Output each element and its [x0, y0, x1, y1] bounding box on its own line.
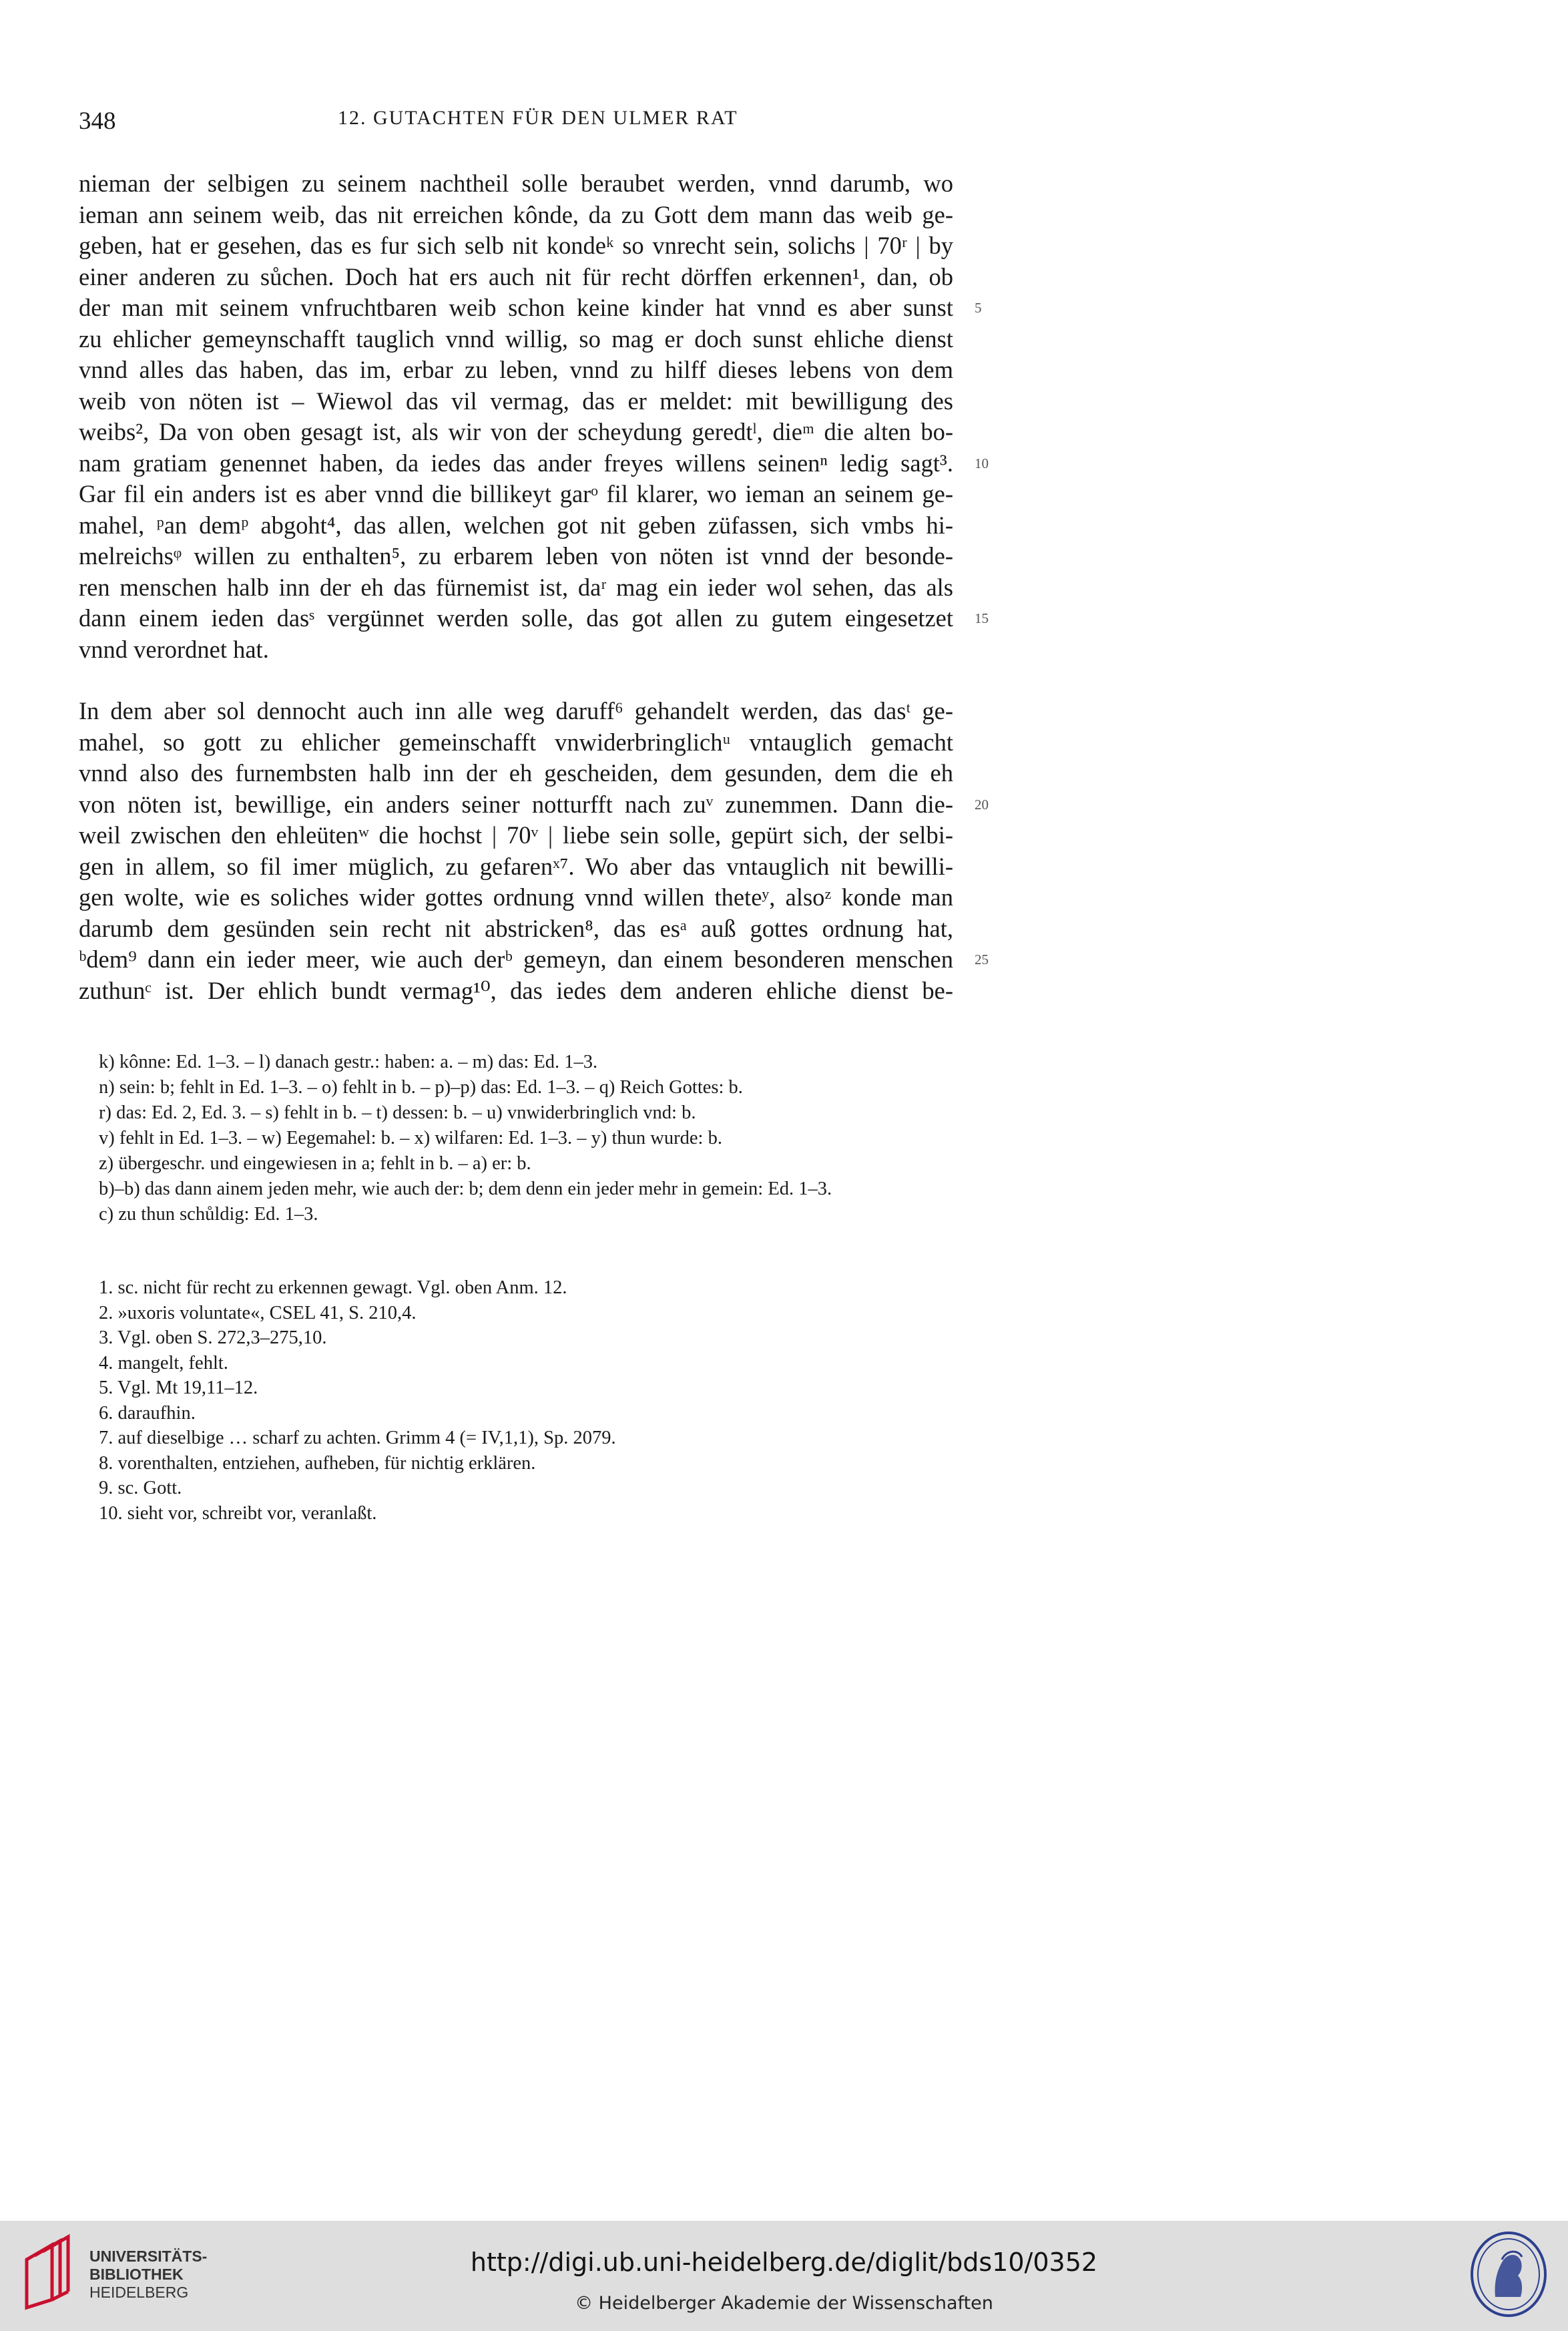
text-line-content: ren menschen halb inn der eh das fürnemist ist, daʳ mag ein ieder wol sehen, das als	[79, 573, 953, 601]
text-line-content: zuthunᶜ ist. Der ehlich bundt vermag¹⁰, das iedes dem anderen ehliche dienst be-	[79, 976, 953, 1004]
text-line	[79, 603, 989, 634]
text-line-content: mahel, ᵖan demᵖ abgoht⁴, das allen, welchen got nit geben züfassen, sich vmbs hi-	[79, 511, 953, 539]
line-number: 20	[975, 796, 989, 813]
footnote-entry: 6. daraufhin.	[99, 1402, 196, 1424]
text-line-content: Gar fil ein anders ist es aber vnnd die billikeyt garᵒ fil klarer, wo ieman an seinem ge-	[79, 480, 953, 507]
footnote-entry: 9. sc. Gott.	[99, 1478, 182, 1498]
text-line-content: vnnd alles das haben, das im, erbar zu leben, vnnd zu hilff dieses lebens von dem	[79, 356, 953, 383]
text-line	[79, 541, 953, 572]
text-line	[79, 789, 989, 821]
text-line-content: weib von nöten ist – Wiewol das vil vermag, das er meldet: mit bewilligung des	[79, 387, 953, 415]
text-line	[79, 882, 953, 913]
footnote-entry: 5. Vgl. Mt 19,11–12.	[99, 1378, 258, 1398]
text-line-content: dann einem ieden dasˢ vergünnet werden solle, das got allen zu gutem eingesetzet	[79, 604, 953, 632]
text-line-content: vnnd verordnet hat.	[79, 635, 269, 663]
apparatus-entry: b)–b) das dann ainem jeden mehr, wie auch der: b; dem denn ein jeder mehr in gemein: Ed. 1–3.	[99, 1179, 832, 1199]
footnote-entry: 1. sc. nicht für recht zu erkennen gewagt. Vgl. oben Anm. 12.	[99, 1277, 567, 1298]
footnote-entry: 2. »uxoris voluntate«, CSEL 41, S. 210,4.	[99, 1302, 417, 1323]
line-number: 10	[975, 455, 989, 471]
text-line	[79, 448, 989, 479]
text-line	[79, 168, 953, 200]
main-text	[79, 168, 989, 1006]
text-line-content: weil zwischen den ehleütenʷ die hochst | 70ᵛ | liebe sein solle, gepürt sich, der selbi-	[79, 821, 953, 849]
text-line	[79, 262, 953, 293]
page-header	[79, 107, 953, 140]
academy-seal-icon	[1469, 2230, 1549, 2318]
text-line-content: gen wolte, wie es soliches wider gottes ordnung vnnd willen theteʸ, alsoᶻ konde man	[79, 883, 953, 911]
critical-apparatus	[99, 1050, 967, 1227]
apparatus-entry: n) sein: b; fehlt in Ed. 1–3. – o) fehlt in b. – p)–p) das: Ed. 1–3. – q) Reich Gottes: b.	[99, 1077, 743, 1098]
text-line	[79, 820, 953, 851]
text-line	[79, 944, 989, 976]
text-line	[79, 200, 953, 231]
copyright-notice: © Heidelberger Akademie der Wissenschaften	[575, 2293, 993, 2314]
apparatus-entry: k) kônne: Ed. 1–3. – l) danach gestr.: haben: a. – m) das: Ed. 1–3.	[99, 1052, 598, 1072]
text-line-content: nieman der selbigen zu seinem nachtheil solle beraubet werden, vnnd darumb, wo	[79, 170, 953, 197]
text-line	[79, 292, 982, 324]
line-number: 15	[975, 610, 989, 626]
library-city: HEIDELBERG	[89, 2284, 189, 2301]
text-line-content: zu ehlicher gemeynschafft tauglich vnnd willig, so mag er doch sunst ehliche dienst	[79, 325, 953, 353]
text-line	[79, 386, 953, 417]
text-line-content: melreichsᵠ willen zu enthalten⁵, zu erbarem leben von nöten ist vnnd der besonde-	[79, 542, 953, 570]
text-line	[79, 634, 953, 666]
text-line	[79, 913, 953, 945]
text-line-content: vnnd also des furnembsten halb inn der eh gescheiden, dem gesunden, dem die eh	[79, 759, 953, 787]
apparatus-entry: c) zu thun schůldig: Ed. 1–3.	[99, 1204, 318, 1225]
text-line	[79, 758, 953, 789]
source-url-link[interactable]: http://digi.ub.uni-heidelberg.de/diglit/bds10/0352	[470, 2248, 1098, 2277]
library-name-line: UNIVERSITÄTS-	[89, 2248, 208, 2265]
library-name-line: BIBLIOTHEK	[89, 2266, 184, 2283]
text-line	[79, 572, 953, 604]
text-line	[79, 479, 953, 510]
text-line	[79, 324, 953, 355]
text-line-content: der man mit seinem vnfruchtbaren weib schon keine kinder hat vnnd es aber sunst	[79, 294, 953, 321]
line-number: 5	[975, 300, 982, 316]
text-line	[79, 230, 953, 262]
text-line	[79, 851, 953, 883]
paragraph-gap	[79, 665, 953, 696]
footnote-entry: 8. vorenthalten, entziehen, aufheben, für nichtig erklären.	[99, 1452, 536, 1474]
text-line	[79, 417, 953, 448]
text-line-content: darumb dem gesünden sein recht nit abstricken⁸, das esᵃ auß gottes ordnung hat,	[79, 914, 953, 942]
text-line-content: gen in allem, so fil imer müglich, zu gefarenˣ⁷. Wo aber das vntauglich nit bewilli-	[79, 852, 953, 880]
text-line	[79, 696, 953, 727]
footer-band	[0, 2221, 1568, 2331]
text-line	[79, 355, 953, 386]
text-line-content: ieman ann seinem weib, das nit erreichen kônde, da zu Gott dem mann das weib ge-	[79, 200, 953, 228]
apparatus-entry: v) fehlt in Ed. 1–3. – w) Eegemahel: b. – x) wilfaren: Ed. 1–3. – y) thun wurde: b.	[99, 1128, 722, 1148]
footnote-entry: 3. Vgl. oben S. 272,3–275,10.	[99, 1327, 327, 1348]
text-line-content: weibs², Da von oben gesagt ist, als wir von der scheydung geredtˡ, dieᵐ die alten bo-	[79, 418, 953, 445]
text-line	[79, 510, 953, 542]
text-line	[79, 727, 953, 759]
text-line-content: In dem aber sol dennocht auch inn alle weg daruff⁶ gehandelt werden, das dasᵗ ge-	[79, 697, 953, 724]
footnotes	[99, 1275, 967, 1526]
footnote-entry: 7. auf dieselbige … scharf zu achten. Grimm 4 (= IV,1,1), Sp. 2079.	[99, 1428, 616, 1448]
page-number: 348	[79, 108, 116, 135]
footnote-entry: 10. sieht vor, schreibt vor, veranlaßt.	[99, 1502, 377, 1524]
text-line-content: nam gratiam genennet haben, da iedes das ander freyes willens seinenⁿ ledig sagt³.	[79, 449, 953, 477]
apparatus-entry: r) das: Ed. 2, Ed. 3. – s) fehlt in b. – t) dessen: b. – u) vnwiderbringlich vnd: b.	[99, 1102, 696, 1123]
footnote-entry: 4. mangelt, fehlt.	[99, 1352, 228, 1373]
text-line-content: einer anderen zu sůchen. Doch hat ers auch nit für recht dörffen erkennen¹, dan, ob	[79, 262, 953, 290]
text-line-content: geben, hat er gesehen, das es fur sich selb nit kondeᵏ so vnrecht sein, solichs | 70ʳ | by	[79, 232, 953, 259]
text-line	[79, 976, 953, 1007]
text-line-content: von nöten ist, bewillige, ein anders seiner notturfft nach zuᵛ zunemmen. Dann die-	[79, 790, 953, 818]
line-number: 25	[975, 951, 989, 968]
text-line-content: mahel, so gott zu ehlicher gemeinschafft vnwiderbringlichᵘ vntauglich gemacht	[79, 728, 953, 756]
text-line-content: ᵇdem⁹ dann ein ieder meer, wie auch derᵇ gemeyn, dan einem besonderen menschen	[79, 945, 953, 973]
apparatus-entry: z) übergeschr. und eingewiesen in a; fehlt in b. – a) er: b.	[99, 1153, 531, 1174]
running-title: 12. GUTACHTEN FÜR DEN ULMER RAT	[338, 107, 738, 129]
